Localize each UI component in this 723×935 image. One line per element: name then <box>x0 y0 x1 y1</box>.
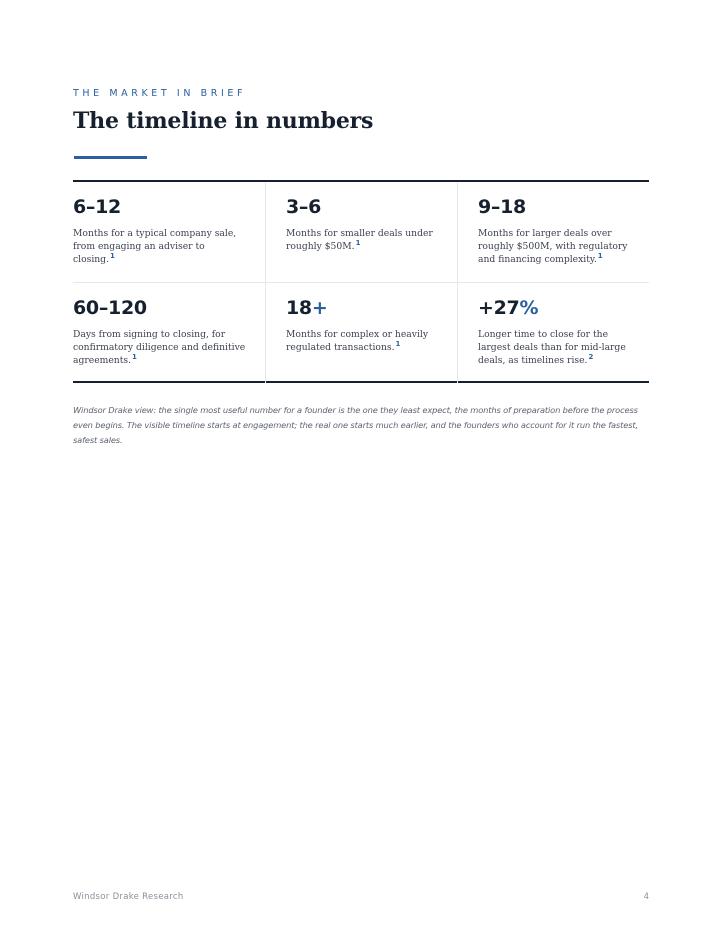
stat-card <box>73 182 265 282</box>
stat-card <box>457 283 649 383</box>
stats-grid <box>73 180 649 383</box>
stat-card <box>265 182 457 282</box>
editorial-note: Windsor Drake view: the single most useful number for a founder is the one they least expect, the months of preparation before the process even begins. The visible timeline starts at engagement; the real one starts much earlier, and the founders who account for it run the fastest, safest sales. <box>73 405 638 445</box>
footnote-ref[interactable]: 1 <box>110 251 115 260</box>
footnote-ref[interactable]: 1 <box>355 238 361 247</box>
stat-card <box>265 283 457 383</box>
stat-card <box>457 182 649 282</box>
page-number: 4 <box>643 892 649 902</box>
stat-description: Months for larger deals over roughly $500M, with regulatory and financing complexity.$^1$ <box>478 228 628 265</box>
stat-description: Days from signing to closing, for confirmatory diligence and definitive agreements.$^1$ <box>73 329 246 366</box>
stats-row <box>73 283 649 383</box>
stat-value: +27% <box>478 297 539 319</box>
title-accent-bar <box>74 156 147 159</box>
footnote-ref[interactable]: 1 <box>597 251 603 260</box>
footnote-ref[interactable]: 1 <box>395 339 401 348</box>
footnote-ref[interactable]: 2 <box>588 352 594 361</box>
stat-value: 6–12 <box>73 196 121 218</box>
stat-description: Months for complex or heavily regulated transactions.$^1$ <box>286 329 429 353</box>
stat-card <box>73 283 265 383</box>
page-title: The timeline in numbers <box>73 108 374 134</box>
stat-value: 9–18 <box>478 196 526 218</box>
stat-value: 18+ <box>286 297 328 319</box>
stat-description: Months for a typical company sale, from engaging an adviser to closing.$^1$ <box>73 228 237 265</box>
footer-source: Windsor Drake Research <box>73 892 184 902</box>
footnote-ref[interactable]: 1 <box>132 352 137 361</box>
stat-description: Longer time to close for the largest deals than for mid-large deals, as timelines rise.$^2$ <box>478 329 626 366</box>
stats-row <box>73 182 649 283</box>
section-eyebrow: THE MARKET IN BRIEF <box>73 88 247 99</box>
stat-value: 3–6 <box>286 196 322 218</box>
stat-description: Months for smaller deals under roughly $50M.$^1$ <box>286 228 433 252</box>
stat-value: 60–120 <box>73 297 147 319</box>
